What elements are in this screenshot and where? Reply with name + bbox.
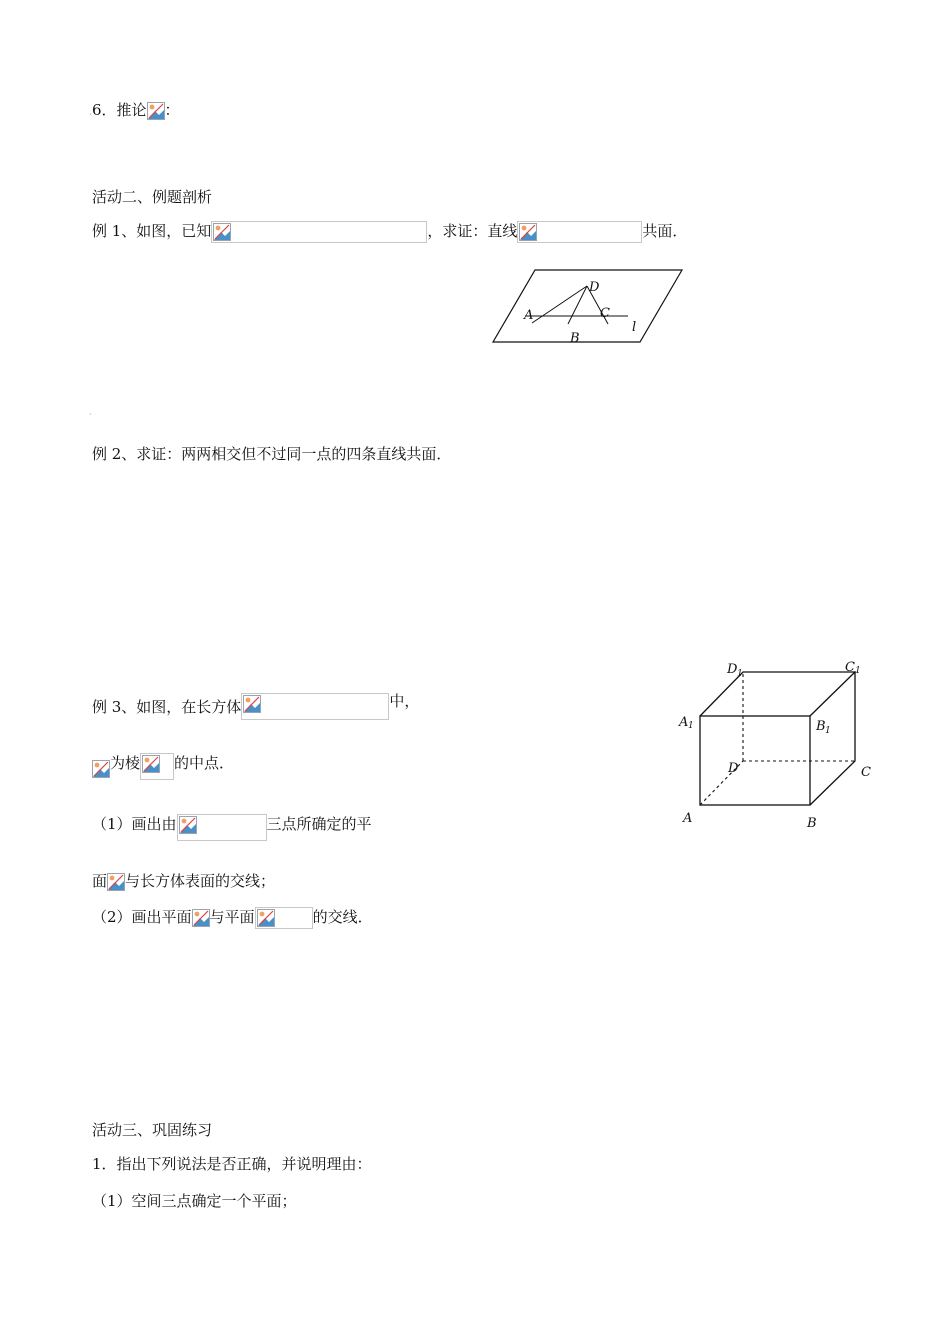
example3-q2-prefix: （2）画出平面 [92, 908, 192, 926]
broken-image-icon [213, 223, 231, 241]
broken-image-icon [147, 102, 165, 120]
activity3-q1: 1．指出下列说法是否正确，并说明理由： [92, 1155, 372, 1173]
segment-DA [532, 286, 587, 323]
label-D1-sub: 1 [737, 669, 743, 679]
plane-figure [490, 268, 690, 348]
label-A: A [683, 811, 693, 826]
corollary-colon: ： [164, 101, 180, 119]
example3-q1-prefix: （1）画出由 [92, 815, 177, 833]
label-B1: B [816, 719, 826, 734]
activity2-heading: 活动二、例题剖析 [92, 188, 213, 206]
label-C1-sub: 1 [855, 666, 861, 676]
cuboid-figure [675, 655, 885, 840]
broken-image-icon [142, 755, 160, 773]
face-right [810, 672, 855, 805]
broken-image-icon [257, 909, 275, 927]
label-A: A [524, 308, 534, 323]
broken-image-icon [192, 909, 210, 927]
example3-prefix: 例 3、如图，在长方体 [92, 698, 242, 716]
broken-image-icon [179, 816, 197, 834]
segment-DB [568, 286, 587, 324]
anchor-mark: · [89, 110, 92, 119]
activity3-q1-1: （1）空间三点确定一个平面； [92, 1192, 297, 1210]
example3-line2-mid: 为棱 [110, 754, 141, 772]
example3-line2 [92, 752, 234, 780]
example3-suffix: 中， [389, 692, 420, 710]
label-l: l [632, 320, 637, 335]
label-A1-sub: 1 [688, 721, 694, 731]
example3-q1-line2-suffix: 与长方体表面的交线； [125, 872, 276, 890]
example1-mid: ，求证：直线 [427, 222, 518, 240]
formula-image-box [517, 221, 642, 243]
corollary-line [92, 99, 180, 121]
label-B: B [570, 331, 580, 346]
example1-suffix: 共面． [642, 222, 688, 240]
example3-line1 [92, 690, 419, 720]
label-D: D [728, 761, 739, 776]
label-C: C [861, 765, 871, 780]
formula-image-box [177, 814, 267, 841]
example1-prefix: 例 1、如图，已知 [92, 222, 212, 240]
example3-q2-mid: 与平面 [209, 908, 255, 926]
example1-line [92, 220, 687, 243]
label-D1: D [727, 662, 738, 677]
anchor-mark: · [89, 410, 92, 419]
plane-parallelogram [493, 270, 682, 342]
label-B: B [807, 816, 817, 831]
label-D: D [589, 280, 600, 295]
example3-q1-line2-prefix: 面 [92, 872, 108, 890]
formula-image-box [255, 907, 313, 929]
broken-image-icon [107, 873, 125, 891]
activity3-heading: 活动三、巩固练习 [92, 1121, 213, 1139]
broken-image-icon [92, 760, 110, 778]
example3-q2-line [92, 906, 373, 929]
label-C: C [600, 306, 610, 321]
example3-line2-suffix: 的中点． [174, 754, 235, 772]
example2-line: 例 2、求证：两两相交但不过同一点的四条直线共面． [92, 445, 452, 463]
label-B1-sub: 1 [825, 726, 831, 736]
broken-image-icon [243, 695, 261, 713]
face-top [700, 672, 855, 716]
corollary-label: 6．推论 [92, 101, 147, 119]
example3-q2-suffix: 的交线． [312, 908, 373, 926]
formula-image-box [241, 693, 389, 720]
formula-image-box [140, 753, 174, 780]
example3-q1-suffix: 三点所确定的平 [266, 815, 372, 833]
broken-image-icon [519, 223, 537, 241]
label-A1: A [679, 715, 689, 730]
example3-q1-line1 [92, 813, 372, 841]
formula-image-box [211, 221, 427, 243]
example3-q1-line2 [92, 870, 275, 892]
label-C1: C [845, 660, 855, 675]
